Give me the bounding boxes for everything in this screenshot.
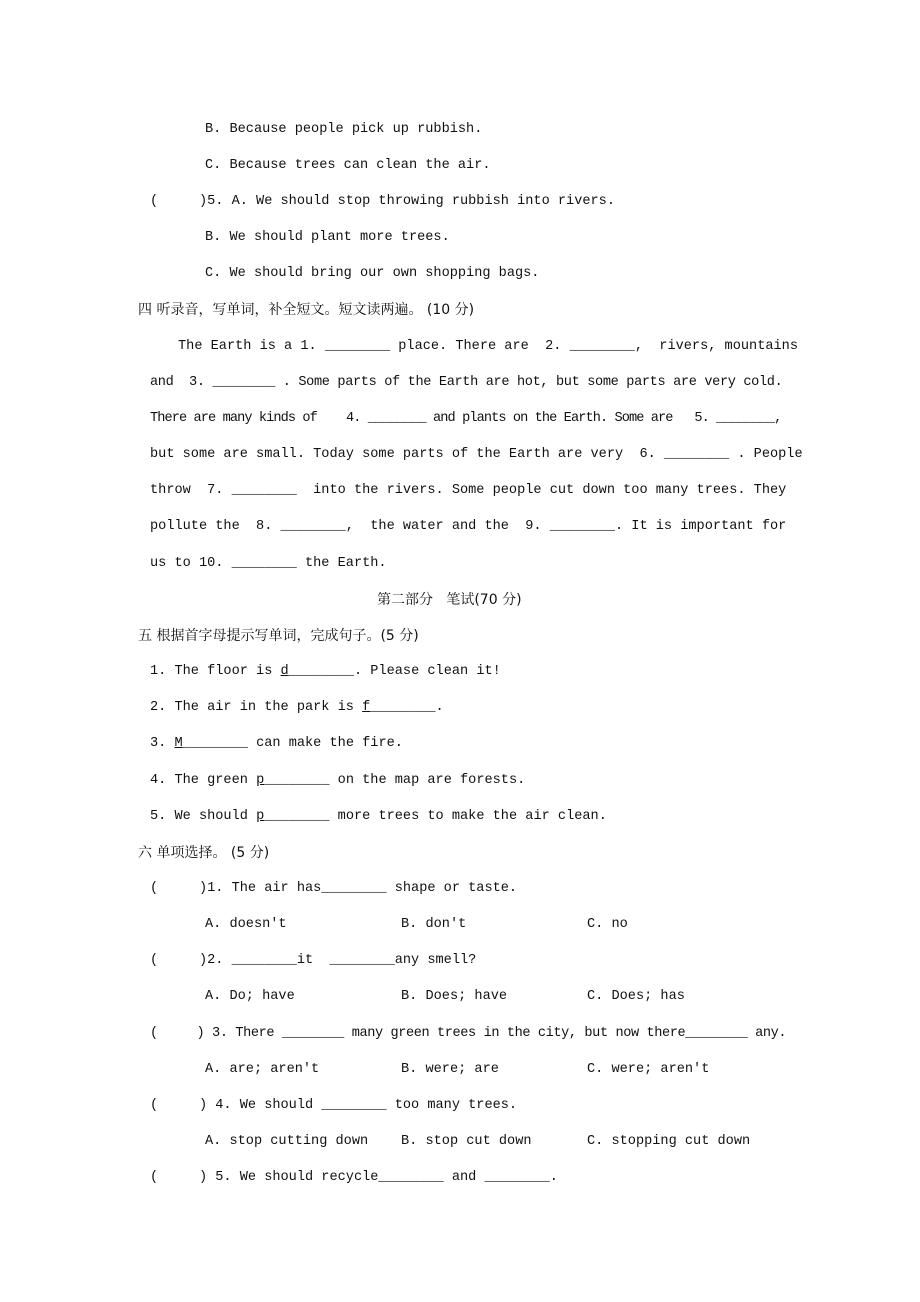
passage-line: us to 10. ________ the Earth. <box>150 556 387 571</box>
section-heading: 六 单项选择。 (5 分) <box>138 845 270 861</box>
question-stem: ( ) 4. We should ________ too many trees. <box>150 1098 518 1113</box>
item-text: 4. The green <box>150 773 257 788</box>
item-text: 5. We should <box>150 809 257 824</box>
answer-blank: ________ <box>264 809 330 824</box>
question-stem: ( )2. ________it ________any smell? <box>150 953 477 968</box>
option-text: B. We should plant more trees. <box>205 230 450 245</box>
hint-letter: p <box>256 809 265 824</box>
option-a: A. Do; have <box>205 989 295 1004</box>
question-stem: ( )1. The air has________ shape or taste. <box>150 881 518 896</box>
item-text: 2. The air in the park is <box>150 700 363 715</box>
fill-item <box>150 699 444 717</box>
item-text: can make the fire. <box>247 736 403 751</box>
option-b: B. were; are <box>401 1062 499 1077</box>
part-title: 第二部分 笔试(70 分) <box>377 592 522 608</box>
option-c: C. no <box>587 917 628 932</box>
option-c: C. were; aren't <box>587 1062 710 1077</box>
fill-item <box>150 772 525 790</box>
question-stem: ( ) 3. There ________ many green trees in the city, but now there________ any. <box>150 1026 787 1041</box>
hint-letter: f <box>362 700 371 715</box>
item-text: on the map are forests. <box>329 773 526 788</box>
answer-blank: ________ <box>264 773 330 788</box>
option-b: B. don't <box>401 917 467 932</box>
passage-line: There are many kinds of 4. ________ and plants on the Earth. Some are 5. ________, <box>150 411 782 426</box>
option-a: A. are; aren't <box>205 1062 320 1077</box>
option-b: B. stop cut down <box>401 1134 532 1149</box>
fill-item <box>150 663 501 681</box>
item-text: more trees to make the air clean. <box>329 809 607 824</box>
passage-line: The Earth is a 1. ________ place. There are 2. ________, rivers, mountains <box>178 339 798 354</box>
item-text: . Please clean it! <box>353 664 501 679</box>
answer-blank: ________ <box>288 664 354 679</box>
hint-letter: p <box>256 773 265 788</box>
section-heading: 五 根据首字母提示写单词，完成句子。(5 分) <box>138 628 419 644</box>
option-a: A. doesn't <box>205 917 287 932</box>
option-b: B. Does; have <box>401 989 508 1004</box>
hint-letter: M <box>174 736 183 751</box>
answer-blank: ________ <box>182 736 248 751</box>
option-c: C. Does; has <box>587 989 685 1004</box>
option-c: C. stopping cut down <box>587 1134 751 1149</box>
option-text: C. Because trees can clean the air. <box>205 158 491 173</box>
passage-line: pollute the 8. ________, the water and the 9. ________. It is important for <box>150 519 787 534</box>
fill-item <box>150 735 403 753</box>
item-text: 1. The floor is <box>150 664 281 679</box>
item-text: 3. <box>150 736 175 751</box>
answer-blank: ________ <box>370 700 436 715</box>
question-stem: ( ) 5. We should recycle________ and ________. <box>150 1170 558 1185</box>
hint-letter: d <box>280 664 289 679</box>
option-text: C. We should bring our own shopping bags. <box>205 266 540 281</box>
option-a: A. stop cutting down <box>205 1134 369 1149</box>
item-text: . <box>435 700 444 715</box>
passage-line: throw 7. ________ into the rivers. Some people cut down too many trees. They <box>150 483 787 498</box>
passage-line: and 3. ________ . Some parts of the Earth are hot, but some parts are very cold. <box>150 375 783 390</box>
fill-item <box>150 808 607 826</box>
passage-line: but some are small. Today some parts of the Earth are very 6. ________ . People <box>150 447 803 462</box>
option-text: B. Because people pick up rubbish. <box>205 122 483 137</box>
question-stem: ( )5. A. We should stop throwing rubbish into rivers. <box>150 194 615 209</box>
section-heading: 四 听录音，写单词，补全短文。短文读两遍。 (10 分) <box>138 302 475 318</box>
